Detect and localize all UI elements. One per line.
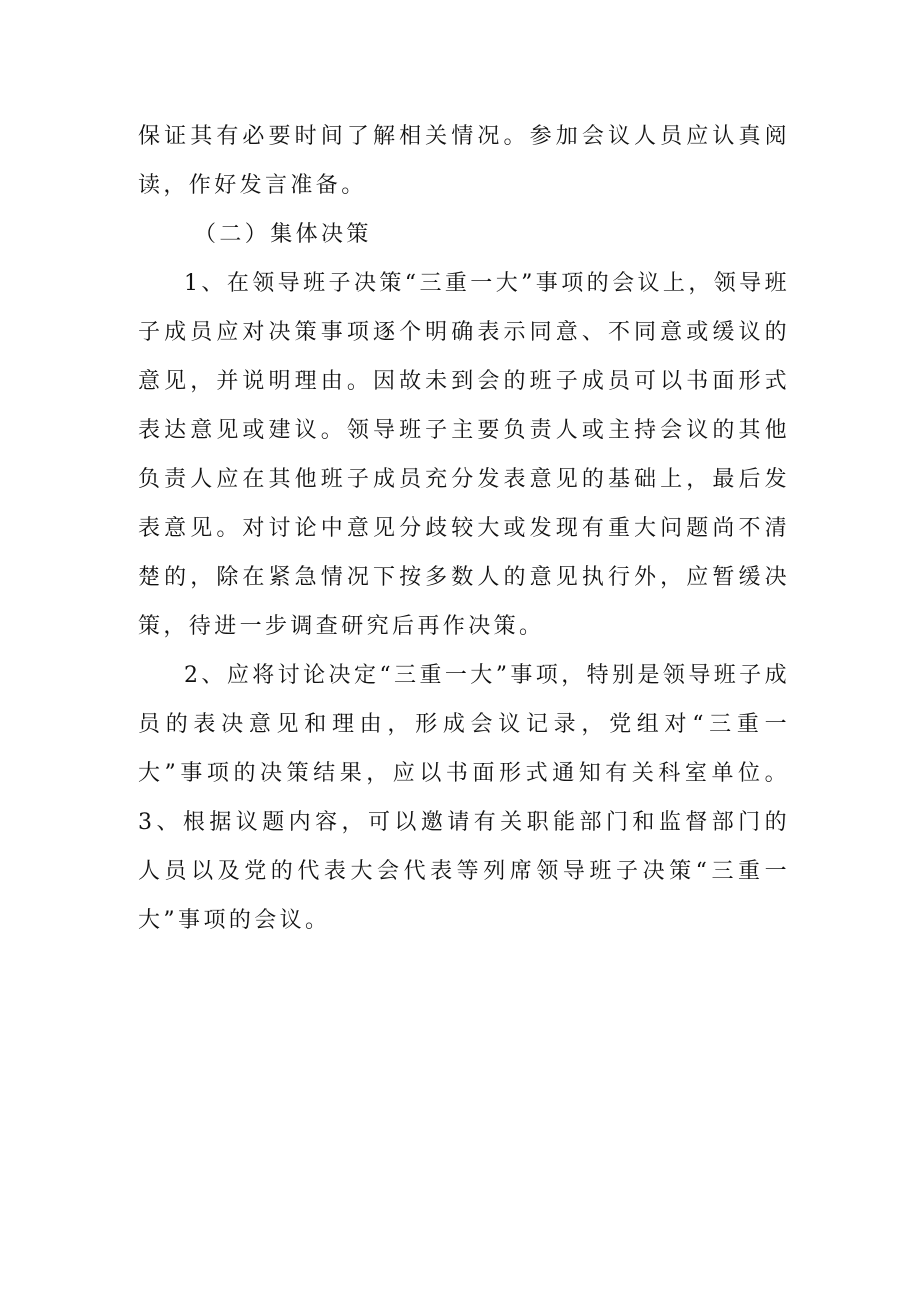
section-heading: （二）集体决策 — [194, 222, 372, 247]
paragraph-item-2: 2、应将讨论决定“三重一大”事项，特别是领导班子成员的表决意见和理由，形成会议记录，党组对“三重一大”事项的决策结果，应以书面形式通知有关科室单位。3、根据议题内容，可以邀请有关职能部门和监督部门的人员以及党的代表大会代表等列席领导班子决策“三重一大”事项的会议。 — [138, 663, 790, 933]
document-page — [138, 112, 790, 945]
paragraph-item-1: 1、在领导班子决策“三重一大”事项的会议上，领导班子成员应对决策事项逐个明确表示同意、不同意或缓议的意见，并说明理由。因故未到会的班子成员可以书面形式表达意见或建议。领导班子主要负责人或主持会议的其他负责人应在其他班子成员充分发表意见的基础上，最后发表意见。对讨论中意见分歧较大或发现有重大问题尚不清楚的，除在紧急情况下按多数人的意见执行外，应暂缓决策，待进一步调查研究后再作决策。 — [138, 271, 790, 639]
paragraph-continuation: 保证其有必要时间了解相关情况。参加会议人员应认真阅读，作好发言准备。 — [138, 124, 790, 198]
